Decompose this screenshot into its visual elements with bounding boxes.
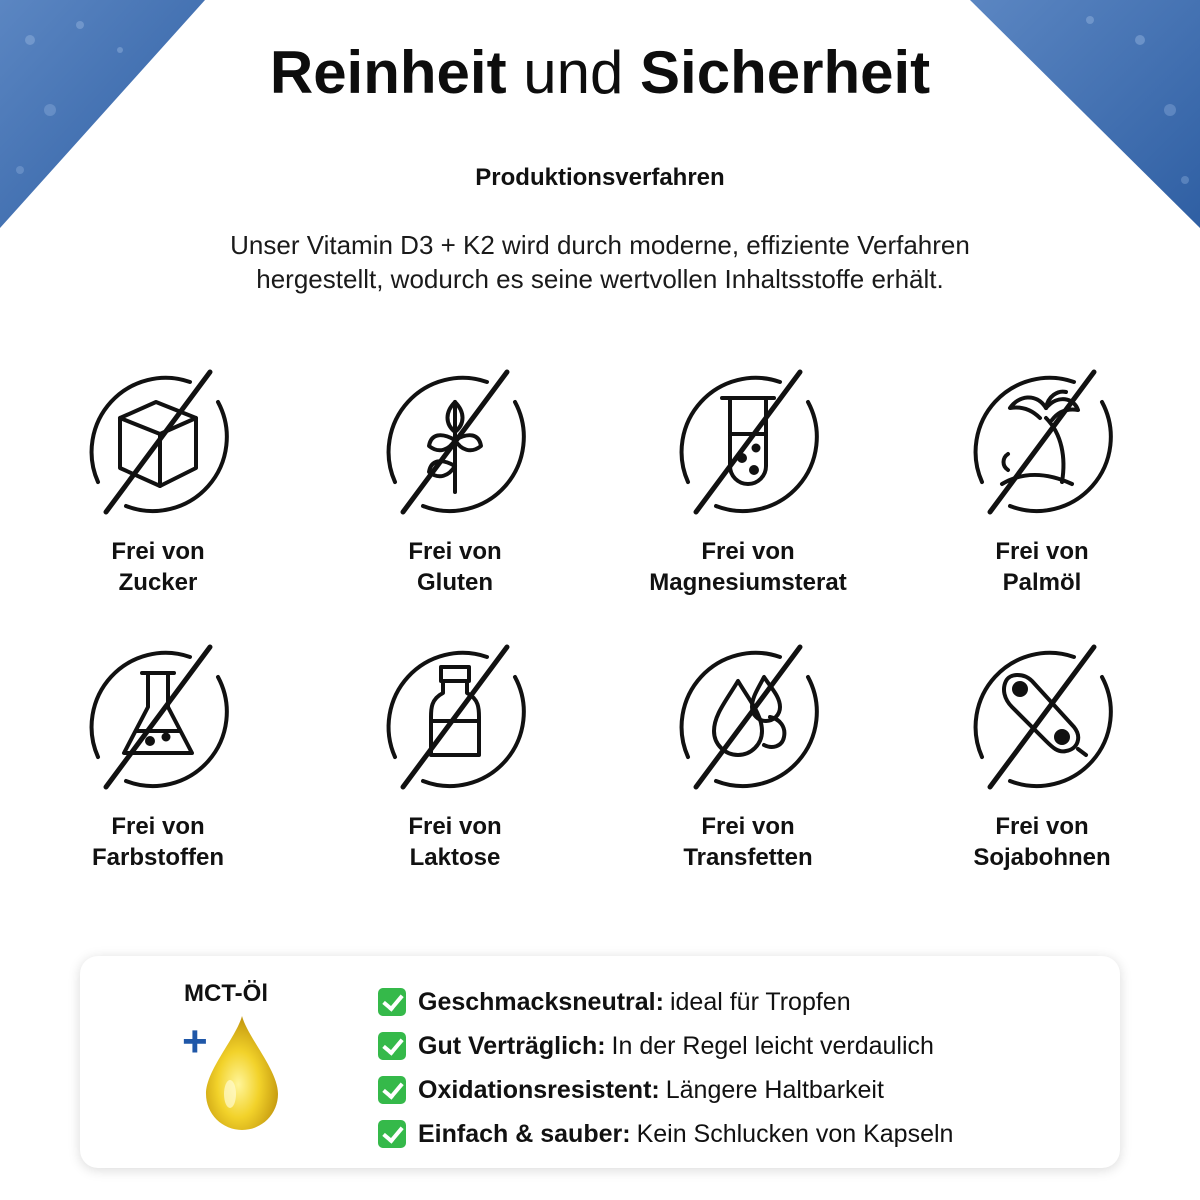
feature-line-2: Sojabohnen bbox=[973, 844, 1111, 871]
benefit-text: Kein Schlucken von Kapseln bbox=[636, 1120, 954, 1148]
feature-line-1: Frei von bbox=[995, 813, 1089, 840]
check-icon bbox=[378, 1076, 406, 1104]
feature-line-2: Magnesiumsterat bbox=[649, 569, 847, 596]
title-bold-1: Reinheit bbox=[269, 39, 507, 106]
sugar-cube-icon bbox=[78, 362, 238, 522]
feature-gluten-free bbox=[315, 362, 595, 598]
feature-colorant-free bbox=[18, 637, 298, 873]
feature-label bbox=[902, 811, 1182, 873]
benefit-title: Gut Verträglich: bbox=[418, 1032, 606, 1060]
intro-line-1: Unser Vitamin D3 + K2 wird durch moderne, effiziente Verfahren bbox=[230, 230, 970, 260]
palm-tree-icon bbox=[962, 362, 1122, 522]
feature-label bbox=[315, 811, 595, 873]
flask-icon bbox=[78, 637, 238, 797]
soybean-icon bbox=[962, 637, 1122, 797]
feature-soy-free bbox=[902, 637, 1182, 873]
page-title bbox=[0, 38, 1200, 108]
oil-drop-icon bbox=[200, 1014, 284, 1134]
check-icon bbox=[378, 1120, 406, 1148]
feature-line-1: Frei von bbox=[995, 538, 1089, 565]
benefit-item bbox=[378, 980, 953, 1024]
title-connector: und bbox=[523, 39, 624, 106]
feature-label bbox=[608, 536, 888, 598]
feature-line-2: Transfetten bbox=[683, 844, 813, 871]
feature-line-1: Frei von bbox=[701, 538, 795, 565]
benefit-title: Oxidationsresistent: bbox=[418, 1076, 660, 1104]
milk-bottle-icon bbox=[375, 637, 535, 797]
check-icon bbox=[378, 1032, 406, 1060]
benefit-text: In der Regel leicht verdaulich bbox=[611, 1032, 934, 1060]
mct-oil-card bbox=[80, 956, 1120, 1168]
intro-text bbox=[0, 228, 1200, 296]
benefit-title: Geschmacksneutral: bbox=[418, 988, 664, 1016]
feature-line-1: Frei von bbox=[111, 538, 205, 565]
feature-line-2: Zucker bbox=[118, 569, 198, 596]
check-icon bbox=[378, 988, 406, 1016]
section-subtitle: Produktionsverfahren bbox=[475, 164, 725, 191]
feature-label bbox=[902, 536, 1182, 598]
benefit-list bbox=[378, 980, 953, 1156]
feature-line-1: Frei von bbox=[408, 538, 502, 565]
feature-line-2: Farbstoffen bbox=[92, 844, 224, 871]
feature-label bbox=[315, 536, 595, 598]
oil-drops-icon bbox=[668, 637, 828, 797]
benefit-text: Längere Haltbarkeit bbox=[665, 1076, 884, 1104]
benefit-item bbox=[378, 1112, 953, 1156]
feature-label bbox=[18, 811, 298, 873]
intro-line-2: hergestellt, wodurch es seine wertvollen Inhaltsstoffe erhält. bbox=[256, 264, 944, 294]
feature-trans-fat-free bbox=[608, 637, 888, 873]
feature-line-2: Laktose bbox=[409, 844, 501, 871]
benefit-text: ideal für Tropfen bbox=[669, 988, 851, 1016]
benefit-item bbox=[378, 1024, 953, 1068]
corner-decoration-left bbox=[0, 0, 210, 230]
feature-line-1: Frei von bbox=[408, 813, 502, 840]
title-bold-2: Sicherheit bbox=[640, 39, 931, 106]
feature-line-1: Frei von bbox=[701, 813, 795, 840]
plus-icon: + bbox=[182, 1017, 208, 1066]
feature-label bbox=[18, 536, 298, 598]
benefit-title: Einfach & sauber: bbox=[418, 1120, 631, 1148]
mct-oil-label: MCT-Öl bbox=[184, 980, 268, 1007]
feature-sugar-free bbox=[18, 362, 298, 598]
feature-line-2: Gluten bbox=[417, 569, 493, 596]
corner-decoration-right bbox=[970, 0, 1200, 230]
benefit-item bbox=[378, 1068, 953, 1112]
wheat-icon bbox=[375, 362, 535, 522]
feature-magnesium-stearate-free bbox=[608, 362, 888, 598]
feature-palm-oil-free bbox=[902, 362, 1182, 598]
feature-line-2: Palmöl bbox=[1002, 569, 1082, 596]
feature-lactose-free bbox=[315, 637, 595, 873]
feature-label bbox=[608, 811, 888, 873]
feature-line-1: Frei von bbox=[111, 813, 205, 840]
test-tube-icon bbox=[668, 362, 828, 522]
